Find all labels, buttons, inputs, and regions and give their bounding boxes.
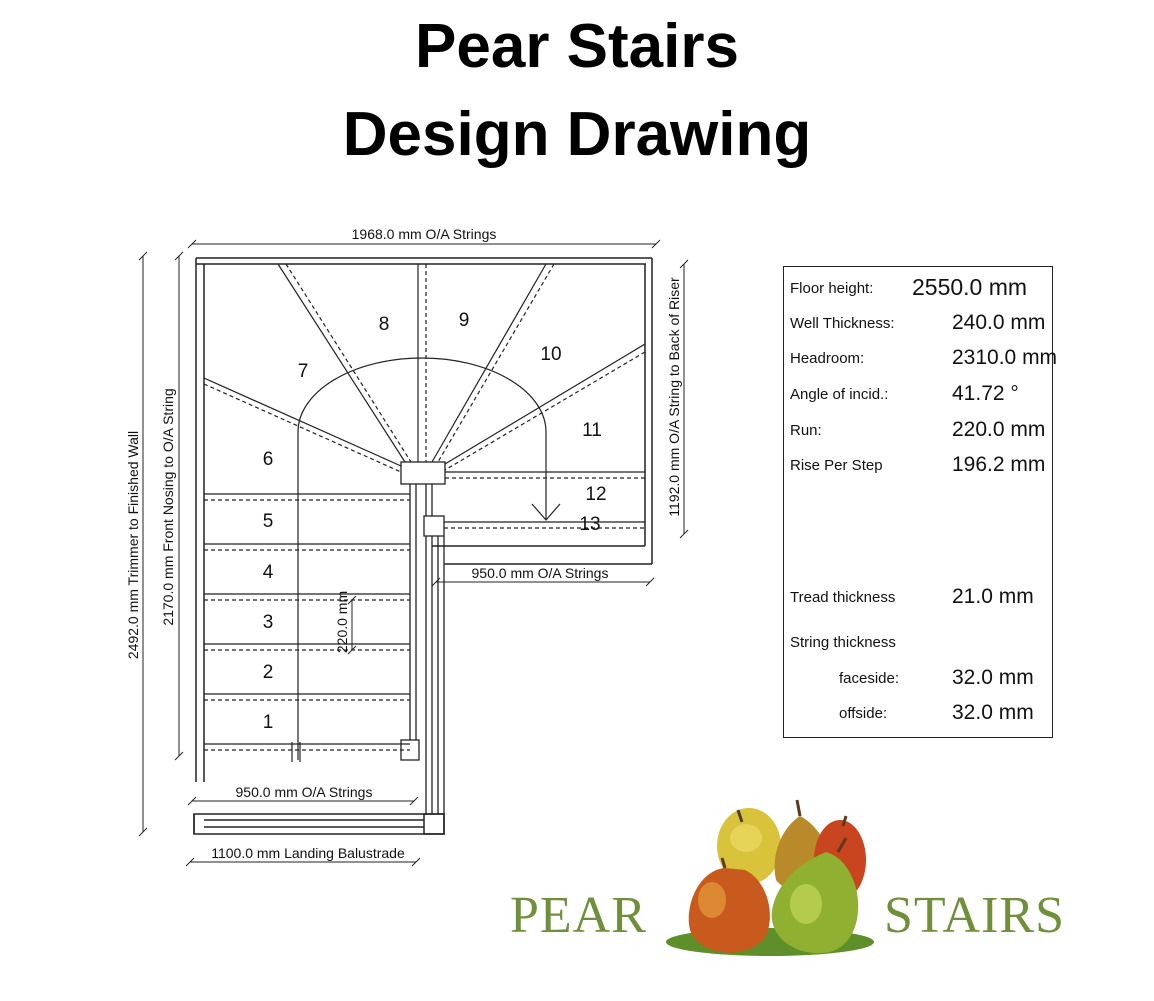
landing-balustrade (194, 814, 444, 834)
step-number-3: 3 (262, 612, 274, 633)
dim-right-side: 1192.0 mm O/A String to Back of Riser (666, 277, 682, 517)
step-number-10: 10 (540, 344, 562, 365)
offside-label: offside: (839, 705, 888, 722)
angle-value: 41.72 ° (952, 382, 1019, 405)
winder-treads (204, 264, 645, 528)
dim-bottom-strings: 950.0 mm O/A Strings (235, 784, 373, 800)
step-number-11: 11 (582, 420, 602, 441)
step-number-13: 13 (579, 514, 601, 535)
tread-thickness-value: 21.0 mm (952, 585, 1034, 608)
run-label: Run: (790, 422, 822, 439)
well-thickness-label: Well Thickness: (790, 315, 895, 332)
straight-treads (204, 494, 410, 750)
headroom-label: Headroom: (790, 350, 865, 367)
step-number-5: 5 (262, 511, 274, 532)
faceside-value: 32.0 mm (952, 666, 1034, 689)
step-number-9: 9 (458, 310, 470, 331)
step-number-4: 4 (262, 562, 274, 583)
headroom-value: 2310.0 mm (952, 346, 1058, 369)
run-value: 220.0 mm (952, 418, 1046, 441)
offside-value: 32.0 mm (952, 701, 1034, 724)
well-thickness-value: 240.0 mm (952, 311, 1046, 334)
string-thickness-label: String thickness (790, 634, 896, 651)
angle-label: Angle of incid.: (790, 386, 889, 403)
page-subtitle: Design Drawing (342, 100, 812, 169)
faceside-label: faceside: (839, 670, 900, 687)
dim-left-outer: 2492.0 mm Trimmer to Finished Wall (125, 430, 141, 660)
dimension-lines (139, 240, 688, 866)
logo-word-stairs: STAIRS (884, 887, 1065, 944)
logo-word-pear: PEAR (510, 887, 647, 944)
dim-left-inner: 2170.0 mm Front Nosing to O/A String (160, 388, 176, 626)
rise-label: Rise Per Step (790, 457, 883, 474)
pears-logo-icon (666, 800, 874, 956)
step-number-8: 8 (378, 314, 390, 335)
floor-height-label: Floor height: (790, 280, 874, 297)
dim-landing-strings: 950.0 mm O/A Strings (471, 565, 609, 581)
dim-top-width: 1968.0 mm O/A Strings (351, 226, 497, 242)
dim-balustrade: 1100.0 mm Landing Balustrade (211, 845, 405, 861)
inner-strings (401, 462, 445, 814)
page-title: Pear Stairs (415, 12, 739, 81)
floor-height-value: 2550.0 mm (912, 274, 1028, 300)
step-number-7: 7 (297, 361, 309, 382)
step-number-12: 12 (585, 484, 607, 505)
tread-thickness-label: Tread thickness (790, 589, 896, 606)
step-number-2: 2 (262, 662, 274, 683)
step-number-6: 6 (262, 449, 274, 470)
step-number-1: 1 (262, 712, 274, 733)
rise-value: 196.2 mm (952, 453, 1046, 476)
dim-going: 220.0 mm (334, 590, 350, 654)
